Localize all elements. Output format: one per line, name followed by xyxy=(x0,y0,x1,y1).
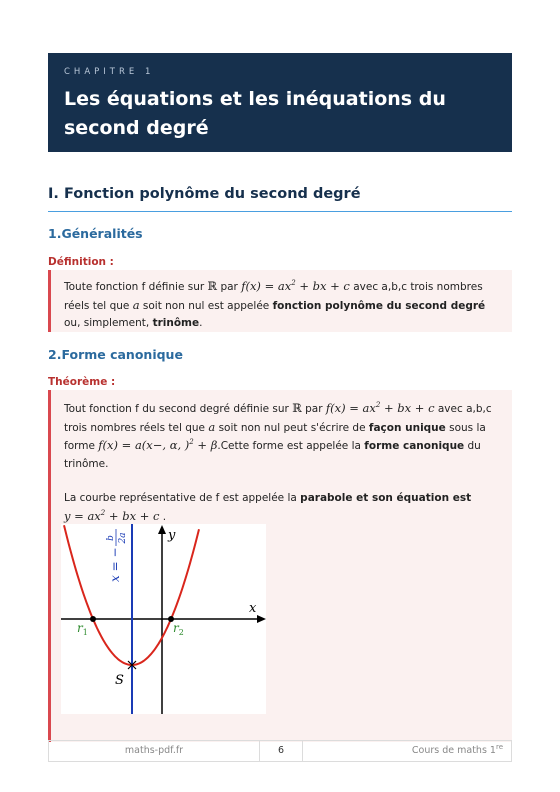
chapter-title-line1: Les équations et les inéquations du xyxy=(64,88,446,110)
math-equation: $y = ax^2$ + bx + c xyxy=(64,508,160,523)
svg-text:x = −: x = − xyxy=(108,547,122,582)
math-fx: $f(x) = ax^2$ + bx + c xyxy=(241,279,350,293)
theorem-paragraph2-line1: La courbe représentative de f est appelée la parabole et son équation est xyxy=(64,492,472,504)
parabola-svg xyxy=(61,524,266,714)
root-r1-label: $r_1$ xyxy=(77,621,88,637)
fraction-numerator: b xyxy=(106,535,116,541)
root-r2-label: $r_2$ xyxy=(173,621,184,637)
footer-page-number: 6 xyxy=(259,741,303,761)
x-axis-label: x xyxy=(249,601,257,616)
chapter-title-line2: second degré xyxy=(64,117,209,139)
subsection-generalites: 1.Généralités xyxy=(48,226,143,241)
y-axis-label: y xyxy=(168,528,176,543)
parabola-graph xyxy=(61,524,266,714)
theorem-label: Théorème : xyxy=(48,376,116,388)
subsection-forme-canonique: 2.Forme canonique xyxy=(48,347,183,362)
theorem-line1: Tout fonction f du second degré définie sur ℝ par $f(x) = ax^2$ + bx + c avec a,b,c xyxy=(64,401,492,415)
math-a: a xyxy=(132,297,140,312)
math-canonical-form: f(x) = a(x−, α, )$^2$ + β xyxy=(98,438,218,452)
theorem-line4: trinôme. xyxy=(64,457,109,470)
theorem-line2: trois nombres réels tel que a soit non nul peut s'écrire de façon unique sous la xyxy=(64,419,486,434)
definition-line2: réels tel que a soit non nul est appelée fonction polynôme du second degré xyxy=(64,297,486,312)
chapter-title xyxy=(64,85,496,143)
theorem-line3: forme f(x) = a(x−, α, )$^2$ + β.Cette forme est appelée la forme canonique du xyxy=(64,438,481,452)
theorem-paragraph2-line2: $y = ax^2$ + bx + c . xyxy=(64,508,167,523)
vertex-label: S xyxy=(115,673,124,688)
definition-line3: ou, simplement, trinôme. xyxy=(64,317,203,329)
page-footer xyxy=(48,740,512,762)
x-axis-arrow xyxy=(257,615,266,623)
symmetry-axis-equation xyxy=(106,529,128,582)
y-axis-arrow xyxy=(158,525,166,534)
math-reals: ℝ xyxy=(207,279,218,293)
definition-label: Définition : xyxy=(48,256,114,268)
footer-site: maths-pdf.fr xyxy=(124,745,184,756)
chapter-header xyxy=(48,53,512,152)
chapter-kicker: CHAPITRE 1 xyxy=(64,67,155,77)
root-r1-point xyxy=(90,616,96,622)
definition-box xyxy=(48,270,512,332)
section-title: I. Fonction polynôme du second degré xyxy=(48,186,512,212)
definition-line1: Toute fonction f définie sur ℝ par $f(x) = ax^2$ + bx + c avec a,b,c trois nombres xyxy=(64,279,483,293)
fraction-denominator: 2a xyxy=(118,532,128,544)
footer-course: Cours de maths 1re xyxy=(411,742,503,756)
